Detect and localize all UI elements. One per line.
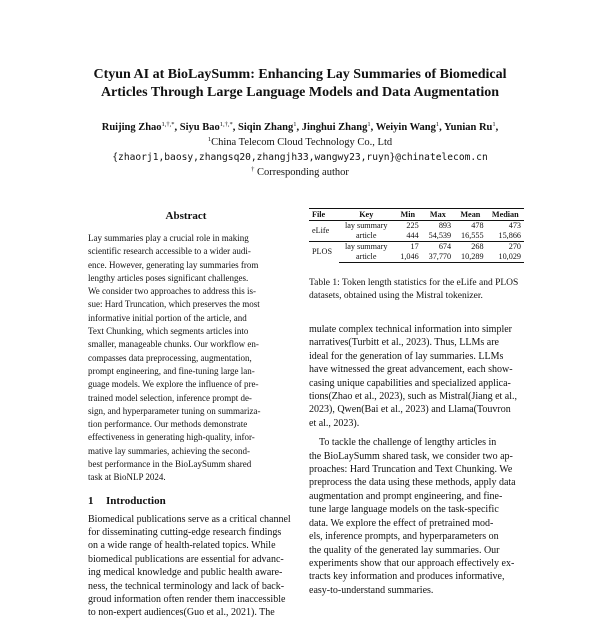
text-line: mative lay summaries, achieving the second- (88, 445, 250, 456)
table-header: Median (487, 209, 524, 221)
text-line: prompt engineering, and fine-tuning large lan- (88, 365, 255, 376)
table-header: Mean (454, 209, 486, 221)
author-name: Yunian Ru (444, 122, 493, 133)
author-name: Siqin Zhang (238, 122, 294, 133)
text-line: experiments show that our approach effectively ex- (309, 557, 515, 569)
text-line: the BioLaySumm shared task, we consider two ap- (309, 450, 513, 462)
section-title: Introduction (106, 494, 166, 507)
author-block (40, 120, 560, 180)
text-line: ness, the technical terminology and lack of back- (88, 580, 285, 592)
table-cell: 893 (438, 221, 452, 230)
intro-heading (88, 495, 284, 507)
text-line: trained model selection, inference prompt de- (88, 392, 252, 403)
author-name: Weiyin Wang (375, 122, 436, 133)
table-cell: 473 (508, 221, 521, 230)
text-line: biomedical publications are essential for advanc- (88, 553, 284, 565)
corresponding-sup: † (251, 166, 255, 173)
text-line: lengthy articles poses significant challenges. (88, 272, 249, 283)
text-line: tion performance. Our methods demonstrate (88, 419, 248, 430)
table-cell: 478 (471, 221, 484, 230)
text-line: proaches: Hard Truncation and Text Chunking. We (309, 464, 513, 476)
table-caption (309, 277, 524, 303)
text-line: for disseminating cutting-edge research findings (88, 527, 282, 539)
text-line: task at BioNLP 2024. (88, 472, 166, 483)
table-header: Key (339, 209, 394, 221)
author-sup: 1 (293, 121, 297, 128)
text-line: on a wide range of health-related topics. While (88, 540, 276, 552)
text-line: We consider two approaches to address this is- (88, 286, 256, 297)
table-cell: lay summary (344, 221, 388, 230)
table-cell: 225 (406, 221, 419, 230)
text-line: mulate complex technical information into simpler (309, 324, 512, 335)
text-line: compasses data preprocessing, augmentation, (88, 352, 252, 363)
right-column (309, 208, 524, 597)
title-line: Articles Through Large Language Models and Data Augmentation (100, 85, 500, 100)
table-row (309, 231, 524, 242)
author-sup: 1 (435, 121, 440, 128)
author-emails[interactable]: {zhaorj1,baosy,zhangsq20,zhangjh33,wangwy23,ruyn}@chinatelecom.cn (112, 152, 488, 163)
author-sup: 1,†,* (161, 121, 175, 128)
text-line: tions(Zhao et al., 2023), such as Mistral(Jiang et al., (309, 391, 518, 403)
text-line: to non-expert audiences(Guo et al., 2021). The (88, 607, 275, 619)
author-sup: 1,†,* (219, 121, 233, 128)
table-row (309, 221, 524, 232)
text-line: easy-to-understand summaries. (309, 584, 434, 596)
table-cell: 1,046 (394, 252, 422, 263)
text-line: the quality of the generated lay summaries. Our (309, 544, 500, 556)
right-body-text (309, 323, 524, 597)
author-sup: 1 (492, 121, 496, 128)
table-cell: 674 (422, 242, 454, 253)
author-name: Jinghui Zhang (301, 122, 368, 133)
text-line: best performance in the BioLaySumm shared (88, 459, 252, 470)
text-line: sue: Hard Truncation, which preserves the most (88, 299, 260, 310)
table-header-row (309, 209, 524, 221)
text-line: scientific research accessible to a wider audi- (88, 246, 251, 257)
table-cell: 444 (406, 231, 419, 240)
table-cell: article (339, 252, 394, 263)
text-line: casing unique capabilities and specialized applica- (309, 377, 511, 389)
corresponding-note (40, 165, 560, 180)
table-header: Max (422, 209, 454, 221)
author-name: Ruijing Zhao (101, 122, 162, 133)
table-cell: 37,770 (422, 252, 454, 263)
text-line: els, inference prompts, and hyperparameters on (309, 531, 499, 543)
text-line: informative initial portion of the article, and (88, 312, 247, 323)
author-sup: 1 (367, 121, 371, 128)
table-cell: 16,555 (461, 231, 484, 240)
corresponding-text: Corresponding author (257, 167, 349, 178)
table-header: File (309, 209, 339, 221)
affiliation-sup: 1 (207, 136, 212, 143)
intro-body (88, 513, 291, 620)
text-line: groud information often render them inaccessible (88, 594, 286, 606)
text-line: Text Chunking, which segments articles into (88, 326, 249, 337)
table-row (309, 252, 524, 263)
text-line: data. We explore the effect of pretrained mod- (309, 517, 494, 529)
text-line: smaller, manageable chunks. Our workflow en- (88, 339, 259, 350)
author-name: Siyu Bao (179, 122, 220, 133)
table-cell: 10,029 (487, 252, 524, 263)
text-line: 2023), Qwen(Bai et al., 2023) and Llama(Touvron (309, 404, 511, 416)
text-line: augmentation and prompt engineering, and fine- (309, 490, 503, 502)
text-line: et al., 2023). (309, 417, 360, 429)
paragraph (309, 436, 524, 597)
abstract-heading: Abstract (165, 210, 207, 222)
affiliation (40, 135, 560, 150)
left-column (88, 210, 291, 620)
table-cell-file: eLife (312, 226, 330, 235)
text-line: To tackle the challenge of lengthy articles in (319, 437, 497, 449)
paper-title (60, 66, 540, 102)
table-cell: article (356, 231, 377, 240)
table-row (309, 242, 524, 253)
table-cell: lay summary (339, 242, 394, 253)
abstract-body (88, 232, 284, 485)
text-line: sign, and hyperparameter tuning on summariza- (88, 405, 261, 416)
text-line: narratives(Turbitt et al., 2023). Thus, LLMs are (309, 337, 499, 349)
caption-line: datasets, obtained using the Mistral tokenizer. (309, 291, 483, 301)
affiliation-text: China Telecom Cloud Technology Co., Ltd (211, 137, 393, 148)
author-list: Ruijing Zhao$^{1,\dagger,*}$, Siyu Bao$^{1,\dagger,*}$, Siqin Zhang$^1$, Jinghui Zhang$^1$, Weiyin Wang$^1$, Yunian Ru$^1$, (101, 121, 499, 133)
paragraph (309, 323, 524, 430)
table-header: Min (394, 209, 422, 221)
text-line: preprocess the data using these methods, apply data (309, 477, 516, 489)
table-cell: 54,539 (428, 231, 452, 240)
table-cell: 10,289 (454, 252, 486, 263)
token-stats-table (309, 208, 524, 263)
table-cell: 270 (487, 242, 524, 253)
text-line: effectiveness in generating high-quality, infor- (88, 432, 255, 443)
text-line: tune large language models on the task-specific (309, 504, 499, 516)
text-line: ence. However, generating lay summaries from (88, 259, 259, 270)
text-line: Lay summaries play a crucial role in making (88, 233, 249, 243)
title-line: Ctyun AI at BioLaySumm: Enhancing Lay Summaries of Biomedical (93, 67, 507, 82)
text-line: Biomedical publications serve as a critical channel (88, 513, 291, 525)
text-line: tracts key information and produces informative, (309, 571, 505, 583)
table-cell: 268 (454, 242, 486, 253)
text-line: ing medical knowledge and public health aware- (88, 567, 283, 579)
caption-line: Table 1: Token length statistics for the eLife and PLOS (309, 278, 519, 288)
table-cell: 17 (394, 242, 422, 253)
table-cell: 15,866 (498, 231, 521, 240)
text-line: have witnessed the great advancement, each show- (309, 364, 513, 376)
text-line: guage models. We explore the influence of pre- (88, 379, 259, 390)
table-cell-file: PLOS (309, 242, 339, 263)
text-line: ideal for the generation of lay summaries. LLMs (309, 350, 504, 362)
section-number: 1 (88, 494, 94, 507)
